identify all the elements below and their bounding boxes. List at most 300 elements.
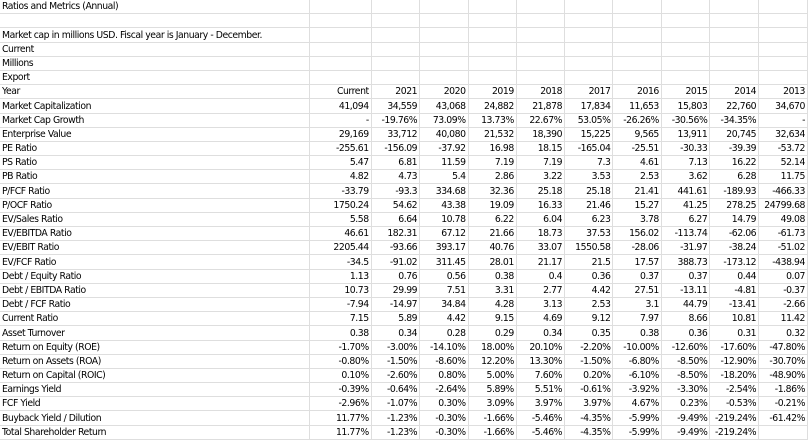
value-cell[interactable]: 0.31	[710, 326, 759, 340]
value-cell[interactable]: -31.97	[661, 241, 709, 255]
row-label[interactable]: P/FCF Ratio	[0, 184, 310, 198]
value-cell[interactable]: -0.53%	[710, 397, 759, 411]
value-cell[interactable]: 13.30%	[516, 354, 564, 368]
value-cell[interactable]: 21.17	[516, 255, 564, 269]
header-cell[interactable]: 2017	[565, 85, 613, 99]
cell[interactable]	[371, 28, 419, 42]
value-cell[interactable]: 10.78	[420, 212, 468, 226]
note-cell[interactable]: Current	[0, 42, 310, 56]
value-cell[interactable]: -30.70%	[759, 354, 808, 368]
cell[interactable]	[613, 56, 661, 70]
value-cell[interactable]: 20.10%	[516, 340, 564, 354]
value-cell[interactable]: 21,878	[516, 99, 564, 113]
value-cell[interactable]: 11.59	[420, 156, 468, 170]
cell[interactable]	[613, 28, 661, 42]
value-cell[interactable]: 24799.68	[759, 198, 808, 212]
value-cell[interactable]: -62.06	[710, 227, 759, 241]
value-cell[interactable]: 9.12	[565, 312, 613, 326]
cell[interactable]	[565, 28, 613, 42]
value-cell[interactable]: 40,080	[420, 127, 468, 141]
cell[interactable]	[516, 70, 564, 84]
value-cell[interactable]	[759, 425, 808, 439]
value-cell[interactable]: 43,068	[420, 99, 468, 113]
value-cell[interactable]: 311.45	[420, 255, 468, 269]
cell[interactable]	[310, 56, 371, 70]
value-cell[interactable]: 0.34	[371, 326, 419, 340]
value-cell[interactable]: 7.51	[420, 283, 468, 297]
value-cell[interactable]: 22.67%	[516, 113, 564, 127]
value-cell[interactable]: 0.76	[371, 269, 419, 283]
value-cell[interactable]: -39.39	[710, 141, 759, 155]
value-cell[interactable]: 29,169	[310, 127, 371, 141]
value-cell[interactable]: -0.30%	[420, 425, 468, 439]
value-cell[interactable]: -53.72	[759, 141, 808, 155]
row-label[interactable]: Asset Turnover	[0, 326, 310, 340]
value-cell[interactable]: -12.90%	[710, 354, 759, 368]
row-label[interactable]: Debt / EBITDA Ratio	[0, 283, 310, 297]
value-cell[interactable]: 0.36	[565, 269, 613, 283]
cell[interactable]	[565, 56, 613, 70]
value-cell[interactable]: -19.76%	[371, 113, 419, 127]
row-label[interactable]: PS Ratio	[0, 156, 310, 170]
cell[interactable]	[710, 0, 759, 14]
value-cell[interactable]: 17,834	[565, 99, 613, 113]
value-cell[interactable]: 0.30%	[420, 397, 468, 411]
header-cell[interactable]: 2016	[613, 85, 661, 99]
value-cell[interactable]: 5.51%	[516, 383, 564, 397]
value-cell[interactable]: -1.66%	[468, 411, 516, 425]
cell[interactable]	[613, 14, 661, 28]
value-cell[interactable]: 2205.44	[310, 241, 371, 255]
value-cell[interactable]: 0.36	[661, 326, 709, 340]
value-cell[interactable]: -4.35%	[565, 425, 613, 439]
value-cell[interactable]: 2.53	[565, 297, 613, 311]
row-label[interactable]: Market Cap Growth	[0, 113, 310, 127]
value-cell[interactable]: -48.90%	[759, 368, 808, 382]
value-cell[interactable]: 25.18	[565, 184, 613, 198]
note-cell[interactable]: Millions	[0, 56, 310, 70]
sheet-title[interactable]: Ratios and Metrics (Annual)	[0, 0, 310, 14]
value-cell[interactable]: -1.50%	[565, 354, 613, 368]
value-cell[interactable]: -3.00%	[371, 340, 419, 354]
cell[interactable]	[613, 70, 661, 84]
row-label[interactable]: EV/EBIT Ratio	[0, 241, 310, 255]
value-cell[interactable]: -4.81	[710, 283, 759, 297]
cell[interactable]	[371, 42, 419, 56]
value-cell[interactable]: 9.15	[468, 312, 516, 326]
cell[interactable]	[468, 28, 516, 42]
value-cell[interactable]: -1.50%	[371, 354, 419, 368]
cell[interactable]	[516, 28, 564, 42]
row-label[interactable]: Market Capitalization	[0, 99, 310, 113]
value-cell[interactable]: 7.19	[468, 156, 516, 170]
value-cell[interactable]: -30.33	[661, 141, 709, 155]
cell[interactable]	[468, 14, 516, 28]
value-cell[interactable]: 0.20%	[565, 368, 613, 382]
header-cell[interactable]: 2020	[420, 85, 468, 99]
value-cell[interactable]: 3.22	[516, 170, 564, 184]
value-cell[interactable]: 5.00%	[468, 368, 516, 382]
value-cell[interactable]: -7.94	[310, 297, 371, 311]
value-cell[interactable]: 0.07	[759, 269, 808, 283]
row-label[interactable]: EV/EBITDA Ratio	[0, 227, 310, 241]
value-cell[interactable]: 7.97	[613, 312, 661, 326]
row-label[interactable]: Return on Equity (ROE)	[0, 340, 310, 354]
value-cell[interactable]: 12.20%	[468, 354, 516, 368]
value-cell[interactable]: 43.38	[420, 198, 468, 212]
cell[interactable]	[420, 28, 468, 42]
cell[interactable]	[371, 56, 419, 70]
value-cell[interactable]: 40.76	[468, 241, 516, 255]
value-cell[interactable]: 7.19	[516, 156, 564, 170]
row-label[interactable]: Return on Assets (ROA)	[0, 354, 310, 368]
value-cell[interactable]: 393.17	[420, 241, 468, 255]
value-cell[interactable]: 28.01	[468, 255, 516, 269]
value-cell[interactable]: 0.56	[420, 269, 468, 283]
value-cell[interactable]: 1.13	[310, 269, 371, 283]
value-cell[interactable]: -165.04	[565, 141, 613, 155]
value-cell[interactable]: 9,565	[613, 127, 661, 141]
value-cell[interactable]: 6.27	[661, 212, 709, 226]
cell[interactable]	[420, 56, 468, 70]
value-cell[interactable]: -0.80%	[310, 354, 371, 368]
cell[interactable]	[310, 70, 371, 84]
value-cell[interactable]: 13.73%	[468, 113, 516, 127]
value-cell[interactable]: 3.53	[565, 170, 613, 184]
value-cell[interactable]: 21.41	[613, 184, 661, 198]
value-cell[interactable]: -17.60%	[710, 340, 759, 354]
cell[interactable]	[565, 14, 613, 28]
cell[interactable]	[310, 28, 371, 42]
value-cell[interactable]: 18,390	[516, 127, 564, 141]
value-cell[interactable]: 22,760	[710, 99, 759, 113]
value-cell[interactable]: -5.99%	[613, 411, 661, 425]
value-cell[interactable]: -2.96%	[310, 397, 371, 411]
value-cell[interactable]: 182.31	[371, 227, 419, 241]
value-cell[interactable]: 3.1	[613, 297, 661, 311]
cell[interactable]	[565, 70, 613, 84]
value-cell[interactable]: 4.61	[613, 156, 661, 170]
cell[interactable]	[565, 0, 613, 14]
cell[interactable]	[0, 14, 310, 28]
value-cell[interactable]: 6.81	[371, 156, 419, 170]
value-cell[interactable]: 24,882	[468, 99, 516, 113]
cell[interactable]	[420, 70, 468, 84]
cell[interactable]	[661, 42, 709, 56]
value-cell[interactable]: 32.36	[468, 184, 516, 198]
value-cell[interactable]: 278.25	[710, 198, 759, 212]
cell[interactable]	[371, 14, 419, 28]
value-cell[interactable]: 0.32	[759, 326, 808, 340]
value-cell[interactable]: 3.31	[468, 283, 516, 297]
value-cell[interactable]: 3.78	[613, 212, 661, 226]
value-cell[interactable]: 5.89	[371, 312, 419, 326]
value-cell[interactable]: 6.28	[710, 170, 759, 184]
value-cell[interactable]: 21.5	[565, 255, 613, 269]
value-cell[interactable]: 44.79	[661, 297, 709, 311]
header-cell[interactable]: 2019	[468, 85, 516, 99]
value-cell[interactable]: 388.73	[661, 255, 709, 269]
value-cell[interactable]: -61.73	[759, 227, 808, 241]
cell[interactable]	[468, 0, 516, 14]
value-cell[interactable]: 11,653	[613, 99, 661, 113]
value-cell[interactable]: 0.37	[613, 269, 661, 283]
value-cell[interactable]: 4.69	[516, 312, 564, 326]
cell[interactable]	[661, 70, 709, 84]
cell[interactable]	[613, 0, 661, 14]
value-cell[interactable]: 6.23	[565, 212, 613, 226]
value-cell[interactable]: -14.97	[371, 297, 419, 311]
header-cell[interactable]: 2015	[661, 85, 709, 99]
value-cell[interactable]: 3.13	[516, 297, 564, 311]
value-cell[interactable]: 18.15	[516, 141, 564, 155]
value-cell[interactable]: -13.11	[661, 283, 709, 297]
value-cell[interactable]: 0.37	[661, 269, 709, 283]
value-cell[interactable]: 0.44	[710, 269, 759, 283]
value-cell[interactable]: -93.3	[371, 184, 419, 198]
value-cell[interactable]: 0.35	[565, 326, 613, 340]
value-cell[interactable]: 32,634	[759, 127, 808, 141]
value-cell[interactable]: -25.51	[613, 141, 661, 155]
value-cell[interactable]: 25.18	[516, 184, 564, 198]
value-cell[interactable]: -156.09	[371, 141, 419, 155]
value-cell[interactable]: -2.54%	[710, 383, 759, 397]
cell[interactable]	[710, 56, 759, 70]
value-cell[interactable]: 2.86	[468, 170, 516, 184]
value-cell[interactable]: 4.42	[565, 283, 613, 297]
value-cell[interactable]: -219.24%	[710, 411, 759, 425]
value-cell[interactable]: -1.23%	[371, 411, 419, 425]
value-cell[interactable]: 3.09%	[468, 397, 516, 411]
value-cell[interactable]: -0.39%	[310, 383, 371, 397]
value-cell[interactable]: -61.42%	[759, 411, 808, 425]
value-cell[interactable]: -30.56%	[661, 113, 709, 127]
value-cell[interactable]: 27.51	[613, 283, 661, 297]
value-cell[interactable]: 5.58	[310, 212, 371, 226]
value-cell[interactable]: -38.24	[710, 241, 759, 255]
value-cell[interactable]: 67.12	[420, 227, 468, 241]
header-year-label[interactable]: Year	[0, 85, 310, 99]
value-cell[interactable]: 3.97%	[565, 397, 613, 411]
value-cell[interactable]: -13.41	[710, 297, 759, 311]
value-cell[interactable]: 7.15	[310, 312, 371, 326]
value-cell[interactable]: -2.60%	[371, 368, 419, 382]
value-cell[interactable]: -438.94	[759, 255, 808, 269]
value-cell[interactable]: -0.64%	[371, 383, 419, 397]
note-cell[interactable]: Market cap in millions USD. Fiscal year is January - December.	[0, 28, 310, 42]
value-cell[interactable]: 13,911	[661, 127, 709, 141]
value-cell[interactable]: -9.49%	[661, 425, 709, 439]
value-cell[interactable]: 34.84	[420, 297, 468, 311]
value-cell[interactable]: -51.02	[759, 241, 808, 255]
value-cell[interactable]: 21.46	[565, 198, 613, 212]
value-cell[interactable]: -1.70%	[310, 340, 371, 354]
value-cell[interactable]: 0.29	[468, 326, 516, 340]
cell[interactable]	[759, 14, 808, 28]
row-label[interactable]: PB Ratio	[0, 170, 310, 184]
value-cell[interactable]: 21,532	[468, 127, 516, 141]
cell[interactable]	[420, 42, 468, 56]
value-cell[interactable]: -3.92%	[613, 383, 661, 397]
value-cell[interactable]: -18.20%	[710, 368, 759, 382]
value-cell[interactable]: -4.35%	[565, 411, 613, 425]
cell[interactable]	[661, 56, 709, 70]
value-cell[interactable]: -8.60%	[420, 354, 468, 368]
value-cell[interactable]: 15,225	[565, 127, 613, 141]
value-cell[interactable]: -6.10%	[613, 368, 661, 382]
value-cell[interactable]: 2.77	[516, 283, 564, 297]
value-cell[interactable]: -2.64%	[420, 383, 468, 397]
value-cell[interactable]: 46.61	[310, 227, 371, 241]
value-cell[interactable]: -2.66	[759, 297, 808, 311]
value-cell[interactable]: 1750.24	[310, 198, 371, 212]
cell[interactable]	[516, 56, 564, 70]
value-cell[interactable]: -8.50%	[661, 354, 709, 368]
value-cell[interactable]: 21.66	[468, 227, 516, 241]
value-cell[interactable]: -14.10%	[420, 340, 468, 354]
cell[interactable]	[468, 42, 516, 56]
cell[interactable]	[661, 28, 709, 42]
value-cell[interactable]: -0.21%	[759, 397, 808, 411]
value-cell[interactable]: 0.38	[613, 326, 661, 340]
value-cell[interactable]: 2.53	[613, 170, 661, 184]
value-cell[interactable]: -5.46%	[516, 425, 564, 439]
value-cell[interactable]: -1.66%	[468, 425, 516, 439]
value-cell[interactable]: 34,670	[759, 99, 808, 113]
value-cell[interactable]: 6.04	[516, 212, 564, 226]
row-label[interactable]: Current Ratio	[0, 312, 310, 326]
value-cell[interactable]: 0.10%	[310, 368, 371, 382]
cell[interactable]	[759, 70, 808, 84]
value-cell[interactable]: 19.09	[468, 198, 516, 212]
cell[interactable]	[371, 0, 419, 14]
cell[interactable]	[759, 42, 808, 56]
value-cell[interactable]: -93.66	[371, 241, 419, 255]
value-cell[interactable]: 5.47	[310, 156, 371, 170]
value-cell[interactable]: 49.08	[759, 212, 808, 226]
value-cell[interactable]: -113.74	[661, 227, 709, 241]
cell[interactable]	[759, 56, 808, 70]
value-cell[interactable]: -2.20%	[565, 340, 613, 354]
cell[interactable]	[613, 42, 661, 56]
cell[interactable]	[661, 0, 709, 14]
cell[interactable]	[759, 0, 808, 14]
value-cell[interactable]: 4.67%	[613, 397, 661, 411]
value-cell[interactable]: -34.35%	[710, 113, 759, 127]
value-cell[interactable]: 54.62	[371, 198, 419, 212]
value-cell[interactable]: -5.99%	[613, 425, 661, 439]
value-cell[interactable]: 0.38	[310, 326, 371, 340]
row-label[interactable]: Enterprise Value	[0, 127, 310, 141]
row-label[interactable]: EV/FCF Ratio	[0, 255, 310, 269]
cell[interactable]	[310, 14, 371, 28]
row-label[interactable]: EV/Sales Ratio	[0, 212, 310, 226]
value-cell[interactable]: -255.61	[310, 141, 371, 155]
value-cell[interactable]: -9.49%	[661, 411, 709, 425]
value-cell[interactable]: 4.42	[420, 312, 468, 326]
row-label[interactable]: PE Ratio	[0, 141, 310, 155]
value-cell[interactable]: 11.42	[759, 312, 808, 326]
value-cell[interactable]: -10.00%	[613, 340, 661, 354]
value-cell[interactable]: 53.05%	[565, 113, 613, 127]
cell[interactable]	[420, 14, 468, 28]
value-cell[interactable]: 14.79	[710, 212, 759, 226]
value-cell[interactable]: -26.26%	[613, 113, 661, 127]
value-cell[interactable]: 0.38	[468, 269, 516, 283]
value-cell[interactable]: 156.02	[613, 227, 661, 241]
cell[interactable]	[371, 70, 419, 84]
value-cell[interactable]: 6.22	[468, 212, 516, 226]
value-cell[interactable]: 6.64	[371, 212, 419, 226]
row-label[interactable]: P/OCF Ratio	[0, 198, 310, 212]
value-cell[interactable]: 4.73	[371, 170, 419, 184]
value-cell[interactable]: -0.37	[759, 283, 808, 297]
header-cell[interactable]: 2014	[710, 85, 759, 99]
value-cell[interactable]: -91.02	[371, 255, 419, 269]
cell[interactable]	[468, 70, 516, 84]
value-cell[interactable]: 0.23%	[661, 397, 709, 411]
value-cell[interactable]: -6.80%	[613, 354, 661, 368]
row-label[interactable]: Buyback Yield / Dilution	[0, 411, 310, 425]
value-cell[interactable]: -5.46%	[516, 411, 564, 425]
value-cell[interactable]: 441.61	[661, 184, 709, 198]
value-cell[interactable]: 0.4	[516, 269, 564, 283]
value-cell[interactable]: 7.60%	[516, 368, 564, 382]
value-cell[interactable]: 18.00%	[468, 340, 516, 354]
cell[interactable]	[516, 42, 564, 56]
cell[interactable]	[310, 42, 371, 56]
value-cell[interactable]: 3.62	[661, 170, 709, 184]
cell[interactable]	[661, 14, 709, 28]
value-cell[interactable]: 11.77%	[310, 411, 371, 425]
note-cell[interactable]: Export	[0, 70, 310, 84]
cell[interactable]	[710, 42, 759, 56]
value-cell[interactable]: -	[310, 113, 371, 127]
value-cell[interactable]: -3.30%	[661, 383, 709, 397]
value-cell[interactable]: 5.89%	[468, 383, 516, 397]
cell[interactable]	[710, 28, 759, 42]
row-label[interactable]: Earnings Yield	[0, 383, 310, 397]
value-cell[interactable]: 16.22	[710, 156, 759, 170]
value-cell[interactable]: 41,094	[310, 99, 371, 113]
value-cell[interactable]: -466.33	[759, 184, 808, 198]
value-cell[interactable]: -219.24%	[710, 425, 759, 439]
value-cell[interactable]: 41.25	[661, 198, 709, 212]
value-cell[interactable]: -12.60%	[661, 340, 709, 354]
value-cell[interactable]: 11.75	[759, 170, 808, 184]
value-cell[interactable]: 52.14	[759, 156, 808, 170]
value-cell[interactable]: -28.06	[613, 241, 661, 255]
value-cell[interactable]: 34,559	[371, 99, 419, 113]
value-cell[interactable]: 3.97%	[516, 397, 564, 411]
value-cell[interactable]: 0.34	[516, 326, 564, 340]
value-cell[interactable]: -33.79	[310, 184, 371, 198]
value-cell[interactable]: 10.73	[310, 283, 371, 297]
value-cell[interactable]: 7.13	[661, 156, 709, 170]
value-cell[interactable]: 16.98	[468, 141, 516, 155]
header-cell[interactable]: 2013	[759, 85, 808, 99]
value-cell[interactable]: -1.23%	[371, 425, 419, 439]
value-cell[interactable]: 15,803	[661, 99, 709, 113]
cell[interactable]	[516, 14, 564, 28]
row-label[interactable]: Debt / FCF Ratio	[0, 297, 310, 311]
row-label[interactable]: FCF Yield	[0, 397, 310, 411]
cell[interactable]	[710, 70, 759, 84]
value-cell[interactable]: 18.73	[516, 227, 564, 241]
value-cell[interactable]: 10.81	[710, 312, 759, 326]
value-cell[interactable]: -	[759, 113, 808, 127]
value-cell[interactable]: 4.28	[468, 297, 516, 311]
